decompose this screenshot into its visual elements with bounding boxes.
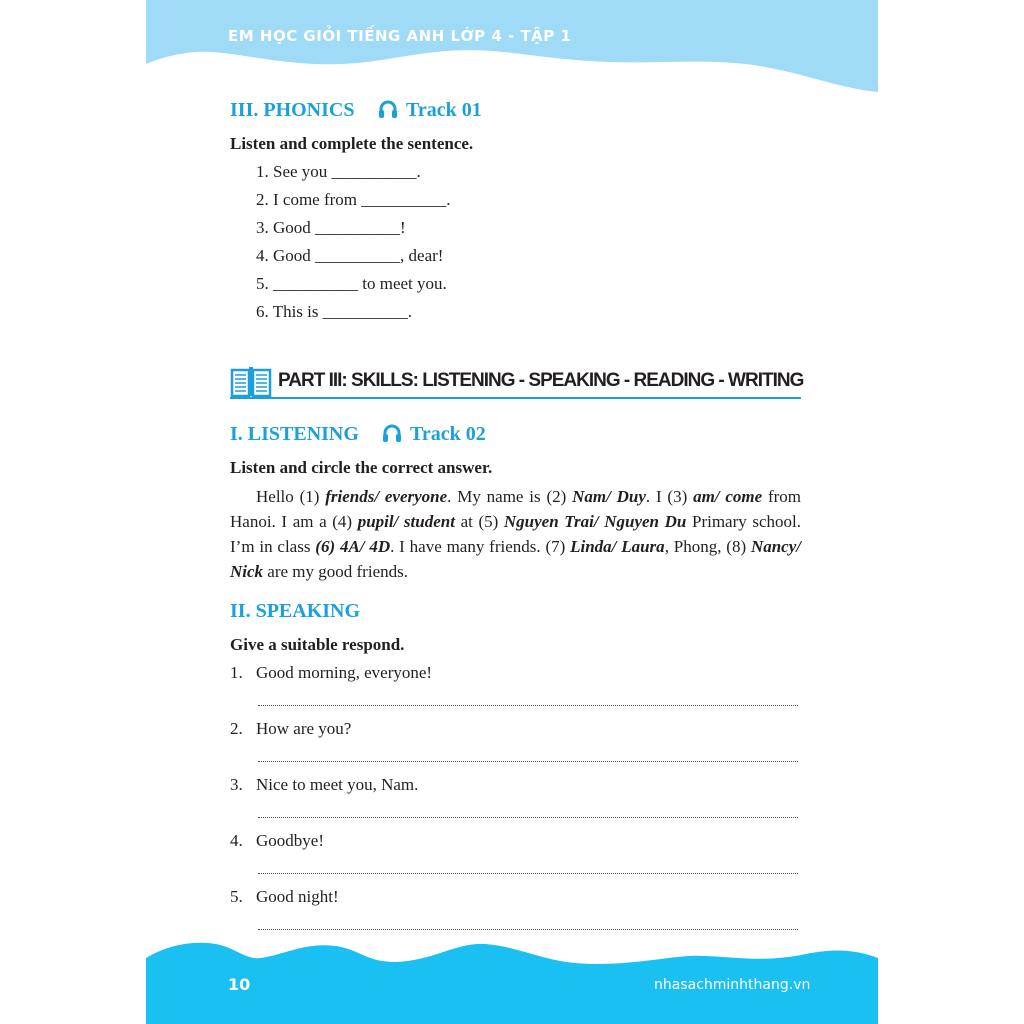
answer-choices[interactable]: (6) 4A/ 4D	[315, 537, 391, 556]
book-icon	[230, 364, 272, 398]
track-02[interactable]	[382, 423, 486, 446]
answer-line[interactable]	[258, 929, 798, 930]
speaking-item-prompt: Good night!	[256, 887, 339, 906]
track-label: Track 01	[406, 99, 482, 121]
answer-choices[interactable]: friends/ everyone	[325, 487, 448, 506]
phonics-heading	[230, 99, 354, 122]
phonics-item: 5. __________ to meet you.	[256, 274, 447, 293]
phonics-item: 1. See you __________.	[256, 162, 421, 181]
listening-instruction: Listen and circle the correct answer.	[230, 458, 493, 477]
paragraph-text: . I (3)	[645, 487, 694, 506]
speaking-item-number: 3.	[230, 775, 243, 794]
answer-line[interactable]	[258, 817, 798, 818]
page-number: 10	[228, 975, 251, 994]
speaking-item-prompt: Good morning, everyone!	[256, 663, 433, 682]
answer-choices[interactable]: pupil/ student	[357, 512, 455, 531]
paragraph-text: , Phong, (8)	[664, 537, 751, 556]
answer-line[interactable]	[258, 705, 798, 706]
answer-choices[interactable]: Nancy/ Nick	[230, 537, 801, 581]
phonics-item: 2. I come from __________.	[256, 190, 451, 209]
paragraph-text: are my good friends.	[263, 562, 408, 581]
paragraph-text: Primary school. I’m in class	[230, 512, 802, 556]
speaking-item-prompt: Goodbye!	[256, 831, 324, 850]
part-title: PART III: SKILLS: LISTENING - SPEAKING - READING - WRITING	[278, 370, 804, 391]
paragraph-text: at (5)	[454, 512, 504, 531]
answer-choices[interactable]: Nam/ Duy	[572, 487, 646, 506]
paragraph-text: from Hanoi. I am a (4)	[230, 487, 801, 531]
paragraph-text: Hello (1)	[256, 487, 326, 506]
book-title: EM HỌC GIỎI TIẾNG ANH LỚP 4 - TẬP 1	[228, 27, 572, 45]
paragraph-text: . My name is (2)	[447, 487, 573, 506]
listening-heading: I. LISTENING	[230, 423, 359, 445]
phonics-item: 4. Good __________, dear!	[256, 246, 444, 265]
answer-line[interactable]	[258, 761, 798, 762]
headphones-icon	[382, 423, 402, 443]
page	[146, 0, 878, 1024]
paragraph-text: . I have many friends. (7)	[390, 537, 571, 556]
speaking-heading: II. SPEAKING	[230, 600, 361, 622]
phonics-item: 6. This is __________.	[256, 302, 413, 321]
speaking-item-number: 5.	[230, 887, 243, 906]
speaking-item-number: 4.	[230, 831, 243, 850]
track-label: Track 02	[410, 423, 486, 445]
speaking-item-prompt: How are you?	[256, 719, 352, 738]
answer-choices[interactable]: Nguyen Trai/ Nguyen Du	[503, 512, 687, 531]
speaking-instruction: Give a suitable respond.	[230, 635, 405, 654]
speaking-item-number: 2.	[230, 719, 243, 738]
answer-line[interactable]	[258, 873, 798, 874]
answer-choices[interactable]: Linda/ Laura	[570, 537, 665, 556]
headphones-icon	[378, 99, 398, 119]
heading-text: III. PHONICS	[230, 99, 355, 121]
speaking-item-prompt: Nice to meet you, Nam.	[256, 775, 419, 794]
phonics-instruction: Listen and complete the sentence.	[230, 134, 474, 153]
track-01[interactable]	[378, 99, 482, 122]
phonics-item: 3. Good __________!	[256, 218, 406, 237]
header-wave	[146, 0, 878, 100]
part-divider	[230, 397, 801, 399]
answer-choices[interactable]: am/ come	[693, 487, 763, 506]
listening-paragraph	[230, 484, 801, 584]
website[interactable]: nhasachminhthang.vn	[654, 977, 811, 993]
speaking-item-number: 1.	[230, 663, 243, 682]
